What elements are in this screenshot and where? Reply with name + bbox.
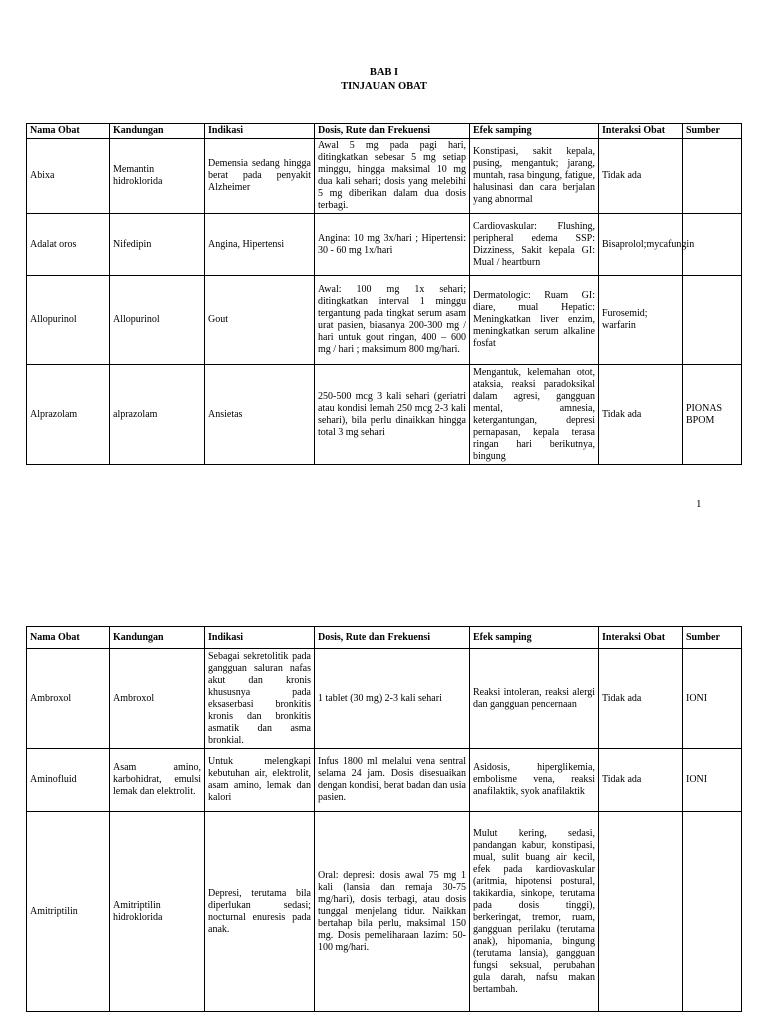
header-kandungan: Kandungan	[110, 627, 205, 649]
drug-table-page-2	[26, 626, 742, 1012]
table-row	[27, 812, 742, 1012]
cell-kandungan: Nifedipin	[110, 214, 205, 276]
table-header-row	[27, 124, 742, 139]
cell-kandungan: Ambroxol	[110, 649, 205, 749]
header-indikasi: Indikasi	[205, 627, 315, 649]
header-dosis: Dosis, Rute dan Frekuensi	[315, 627, 470, 649]
header-efek-samping: Efek samping	[470, 124, 599, 139]
cell-interaksi: Tidak ada	[599, 649, 683, 749]
cell-efek: Mengantuk, kelemahan otot, ataksia, reaksi paradoksikal dalam agresi, gangguan mental, amnesia, ketergantungan, depresi pernapasan, kepala terasa ringan hari berikutnya, bingung	[470, 365, 599, 465]
header-sumber: Sumber	[683, 627, 742, 649]
cell-indikasi: Gout	[205, 276, 315, 365]
cell-dosis: 1 tablet (30 mg) 2-3 kali sehari	[315, 649, 470, 749]
chapter-title: TINJAUAN OBAT	[341, 81, 427, 92]
cell-nama: Ambroxol	[27, 649, 110, 749]
cell-efek: Reaksi intoleran, reaksi alergi dan gangguan pencernaan	[470, 649, 599, 749]
cell-dosis: Oral: depresi: dosis awal 75 mg 1 kali (lansia dan remaja 30-75 mg/hari), dosis terbagi, atau dosis tunggal menjelang tidur. Naikkan bertahap bila perlu, maksimal 150 mg. Dosis pemeliharaan lazim: 50-100 mg/hari.	[315, 812, 470, 1012]
cell-nama: Aminofluid	[27, 749, 110, 812]
header-interaksi-obat: Interaksi Obat	[599, 627, 683, 649]
table-row	[27, 365, 742, 465]
header-nama-obat: Nama Obat	[27, 124, 110, 139]
cell-kandungan: Allopurinol	[110, 276, 205, 365]
table-row	[27, 276, 742, 365]
cell-nama: Amitriptilin	[27, 812, 110, 1012]
table-row	[27, 749, 742, 812]
header-efek-samping: Efek samping	[470, 627, 599, 649]
table-row	[27, 649, 742, 749]
cell-indikasi: Sebagai sekretolitik pada gangguan saluran nafas akut dan kronis khususnya pada eksaserbasi bronkitis kronis dan bronkitis asmatik dan asma bronkial.	[205, 649, 315, 749]
cell-interaksi	[599, 812, 683, 1012]
header-interaksi-obat: Interaksi Obat	[599, 124, 683, 139]
cell-interaksi: Tidak ada	[599, 365, 683, 465]
cell-efek: Mulut kering, sedasi, pandangan kabur, konstipasi, mual, sulit buang air kecil, efek pada kardiovaskular (aritmia, hipotensi postural, takikardia, sinkope, terutama pada dosis tinggi), berkeringat, tremor, ruam, gangguan perilaku (terutama anak), hipomania, bingung (terutama lansia), gangguan fungsi seksual, perubahan gula darah, nafsu makan bertambah.	[470, 812, 599, 1012]
cell-efek: Cardiovaskular: Flushing, peripheral edema SSP: Dizziness, Sakit kepala GI: Mual / heartburn	[470, 214, 599, 276]
cell-indikasi: Ansietas	[205, 365, 315, 465]
header-nama-obat: Nama Obat	[27, 627, 110, 649]
cell-dosis: Awal: 100 mg 1x sehari; ditingkatkan interval 1 minggu tergantung pada tingkat serum asam urat pasien, biasanya 200-300 mg / hari untuk gout ringan, 400 – 600 mg / hari ; maksimum 800 mg/hari.	[315, 276, 470, 365]
cell-efek: Konstipasi, sakit kepala, pusing, mengantuk; jarang, muntah, rasa bingung, fatigue, halusinasi dan cara berjalan yang abnormal	[470, 139, 599, 214]
cell-sumber	[683, 276, 742, 365]
cell-sumber: IONI	[683, 649, 742, 749]
cell-indikasi: Demensia sedang hingga berat pada penyakit Alzheimer	[205, 139, 315, 214]
drug-table-page-1	[26, 123, 742, 465]
table-row	[27, 139, 742, 214]
cell-kandungan: Memantin hidroklorida	[110, 139, 205, 214]
cell-kandungan: Amitriptilin hidroklorida	[110, 812, 205, 1012]
cell-dosis: Awal 5 mg pada pagi hari, ditingkatkan sebesar 5 mg setiap minggu, hingga maksimal 10 mg dua kali sehari; dosis yang melebihi 5 mg diberikan dalam dua dosis terbagi.	[315, 139, 470, 214]
cell-indikasi: Untuk melengkapi kebutuhan air, elektrolit, asam amino, lemak dan kalori	[205, 749, 315, 812]
table-header-row	[27, 627, 742, 649]
cell-dosis: Angina: 10 mg 3x/hari ; Hipertensi: 30 - 60 mg 1x/hari	[315, 214, 470, 276]
cell-sumber	[683, 139, 742, 214]
cell-nama: Adalat oros	[27, 214, 110, 276]
chapter-heading: BAB I	[369, 67, 399, 78]
cell-interaksi: Furosemid; warfarin	[599, 276, 683, 365]
header-indikasi: Indikasi	[205, 124, 315, 139]
cell-dosis: Infus 1800 ml melalui vena sentral selama 24 jam. Dosis disesuaikan dengan kondisi, berat badan dan usia pasien.	[315, 749, 470, 812]
cell-sumber: IONI	[683, 749, 742, 812]
cell-indikasi: Depresi, terutama bila diperlukan sedasi; nocturnal enuresis pada anak.	[205, 812, 315, 1012]
header-dosis: Dosis, Rute dan Frekuensi	[315, 124, 470, 139]
header-kandungan: Kandungan	[110, 124, 205, 139]
cell-nama: Allopurinol	[27, 276, 110, 365]
table-row	[27, 214, 742, 276]
cell-indikasi: Angina, Hipertensi	[205, 214, 315, 276]
cell-nama: Alprazolam	[27, 365, 110, 465]
cell-efek: Asidosis, hiperglikemia, embolisme vena, reaksi anafilaktik, syok anafilaktik	[470, 749, 599, 812]
page-number: 1	[696, 498, 702, 510]
cell-nama: Abixa	[27, 139, 110, 214]
header-sumber: Sumber	[683, 124, 742, 139]
cell-kandungan: alprazolam	[110, 365, 205, 465]
cell-sumber: PIONAS BPOM	[683, 365, 742, 465]
cell-interaksi: Bisaprolol;mycafungin	[599, 214, 683, 276]
cell-efek: Dermatologic: Ruam GI: diare, mual Hepatic: Meningkatkan liver enzim, meningkatkan serum alkaline fosfat	[470, 276, 599, 365]
cell-sumber	[683, 812, 742, 1012]
cell-interaksi: Tidak ada	[599, 139, 683, 214]
cell-interaksi: Tidak ada	[599, 749, 683, 812]
cell-dosis: 250-500 mcg 3 kali sehari (geriatri atau kondisi lemah 250 mcg 2-3 kali sehari), bila perlu dinaikkan hingga total 3 mg sehari	[315, 365, 470, 465]
cell-kandungan: Asam amino, karbohidrat, emulsi lemak dan elektrolit.	[110, 749, 205, 812]
